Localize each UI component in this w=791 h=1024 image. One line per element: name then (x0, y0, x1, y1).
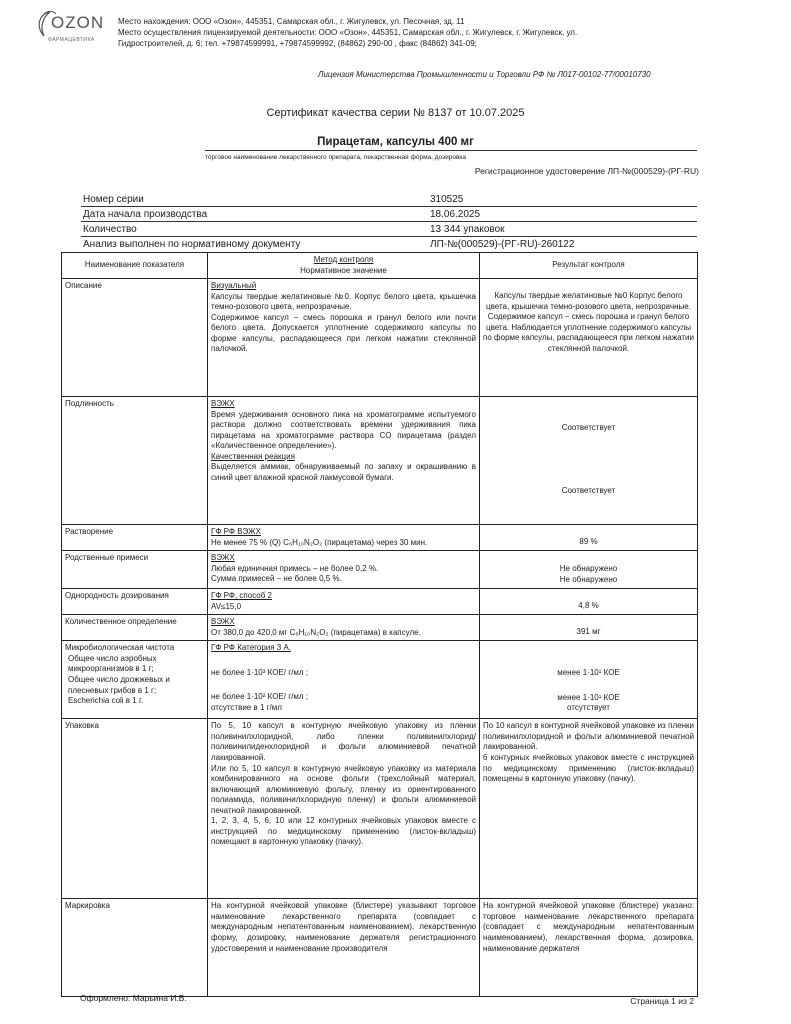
method-label: ГФ РФ Категория 3 А. (211, 643, 292, 653)
certificate-title: Сертификат качества серии № 8137 от 10.07.2025 (266, 107, 525, 119)
header-method (208, 253, 480, 279)
norm-text: От 380,0 до 420,0 мг C₆H₁₀N₂O₂ (пирацетама) в капсуле. (211, 627, 421, 637)
table-row-uniformity (62, 589, 698, 615)
row-result: 4,8 % (480, 589, 698, 615)
norm-text: отсутствие в 1 г/мл (211, 703, 282, 713)
row-result (480, 551, 698, 589)
micro-sub-label: Общее число аэробных микроорганизмов в 1 г; (68, 653, 157, 674)
result-text: 6 контурных ячейковых упаковок вместе с инструкцией по медицинскому применению (листок-вкладыш) помещены в картонную упаковку (пачку). (483, 753, 694, 784)
row-result: Капсулы твердые желатиновые №0 Корпус белого цвета, крышечка темно-розового цвета, непрозрачные. Содержимое капсул – смесь порошка и гранул белого цвета. Наблюдается уплотнение содержимого капсулы по форме капсулы, распадающееся при легком нажатии стеклянной палочкой. (480, 279, 698, 397)
table-row-identity (62, 397, 698, 525)
page-number: Страница 1 из 2 (630, 996, 694, 1006)
row-norm (208, 279, 480, 397)
row-norm (208, 551, 480, 589)
row-name: Маркировка (62, 899, 208, 997)
row-result (480, 641, 698, 719)
micro-sub-label: Escherichia coli в 1 г. (68, 696, 144, 706)
method-label: ГФ РФ ВЭЖХ (211, 527, 261, 537)
table-row-microbiology (62, 641, 698, 719)
row-name-text: Микробиологическая чистота (65, 643, 175, 653)
detail-label: Анализ выполнен по нормативному документу (83, 239, 301, 250)
norm-text: Содержимое капсул – смесь порошка и гранул белого или почти белого цвета. Допускается уплотнение содержимого капсулы по форме капсулы, распадающееся при легком нажатии стеклянной палочкой. (211, 312, 476, 354)
row-result: 89 % (480, 525, 698, 551)
norm-text: AV≤15,0 (211, 601, 242, 611)
address-line-3: Гидростроителей, д. 6; тел. +79874599991, +79874599992, (84862) 290-00 , факс (84862) 341-09; (118, 39, 477, 48)
header-norm-label: Нормативное значение (300, 265, 387, 275)
license-line: Лицензия Министерства Промышленности и Торговли РФ № Л017-00102-77/00010730 (318, 70, 651, 79)
norm-text: По 5, 10 капсул в контурную ячейковую упаковку из пленки поливинилхлоридной, либо пленки поливинилхлорид/поливинилиденхлоридной и фольги алюминиевой печатной лакированной. (211, 721, 476, 763)
row-norm (208, 397, 480, 525)
header-result: Результат контроля (480, 253, 698, 279)
row-name: Описание (62, 279, 208, 397)
row-name: Подлинность (62, 397, 208, 525)
product-name: Пирацетам, капсулы 400 мг (317, 136, 474, 148)
method-label: ВЭЖХ (211, 617, 235, 627)
row-result: На контурной ячейковой упаковке (блистере) указано: торговое наименование лекарственного препарата (совпадает с международным непатентованным наименованием), лекарственная форма, дозировка, наименование держателя (480, 899, 698, 997)
row-norm: На контурной ячейковой упаковке (блистере) указывают торговое наименование лекарственного препарата (совпадает с международным непатентованным наименованием), лекарственную форму, дозировку, наименование держателя регистрационного удостоверения и наименование производителя (208, 899, 480, 997)
logo-subtitle: ФАРМАЦЕВТИКА (48, 37, 95, 43)
table-row-packaging (62, 719, 698, 899)
row-result (480, 719, 698, 899)
result-text: Соответствует (561, 423, 616, 433)
address-line-2: Место осуществления лицензируемой деятельности: ООО «Озон», 445351, Самарская обл., г. Жигулевск, г. Жигулевск, ул. (118, 28, 578, 37)
detail-value: 13 344 упаковок (430, 224, 505, 235)
norm-text: Время удерживания основного пика на хроматограмме испытуемого раствора должно соответствовать времени удерживания пика пирацетама на хроматограмме раствора СО пирацетама (раздел «Количественное определение»). (211, 409, 476, 451)
product-underline (205, 150, 697, 151)
table-row-impurities (62, 551, 698, 589)
detail-divider (81, 221, 697, 222)
row-norm (208, 719, 480, 899)
result-text: Не обнаружено (559, 574, 618, 584)
detail-value: ЛП-№(000529)-(РГ-RU)-260122 (430, 239, 575, 250)
company-logo (34, 8, 116, 48)
row-norm (208, 589, 480, 615)
result-text: Соответствует (561, 485, 616, 495)
norm-text: Сумма примесей – не более 0,5 %. (211, 574, 342, 584)
row-norm (208, 525, 480, 551)
detail-value: 18.06.2025 (430, 209, 481, 220)
table-row-dissolution (62, 525, 698, 551)
table-row-assay (62, 615, 698, 641)
result-text: отсутствует (567, 703, 610, 713)
detail-label: Дата начала производства (83, 209, 208, 220)
norm-text: Не менее 75 % (Q) C₆H₁₀N₂O₂ (пирацетама) через 30 мин. (211, 537, 428, 547)
company-address (118, 16, 718, 49)
norm-text: не более 1·10² КОЕ/ г/мл ; (211, 692, 308, 702)
detail-value: 310525 (430, 194, 464, 205)
result-text: менее 1·10¹ КОЕ (557, 692, 620, 702)
norm-text: не более 1·10³ КОЕ/ г/мл ; (211, 667, 308, 677)
product-note: торговое наименование лекарственного препарата, лекарственная форма, дозировка (205, 154, 467, 161)
row-name (62, 641, 208, 719)
row-name: Однородность дозирования (62, 589, 208, 615)
table-row-marking (62, 899, 698, 997)
detail-label: Количество (83, 224, 137, 235)
registration-number: Регистрационное удостоверение ЛП-№(000529)-(РГ-RU) (474, 166, 699, 176)
header-indicator: Наименование показателя (62, 253, 208, 279)
method-label: ВЭЖХ (211, 399, 235, 409)
row-name: Родственные примеси (62, 551, 208, 589)
row-name: Растворение (62, 525, 208, 551)
row-result: 391 мг (480, 615, 698, 641)
row-norm (208, 615, 480, 641)
table-row-description (62, 279, 698, 397)
method-label: Качественная реакция (211, 451, 295, 461)
logo-text: OZON (51, 13, 105, 32)
detail-divider (81, 236, 697, 237)
norm-text: 1, 2, 3, 4, 5, 6, 10 или 12 контурных ячейковых упаковок вместе с инструкцией по медицинскому применению (листок-вкладыш) помещают в картонную упаковку (пачку). (211, 816, 476, 847)
header-method-label: Метод контроля (313, 255, 374, 264)
norm-text: Капсулы твердые желатиновые №0. Корпус белого цвета, крышечка темно-розового цвета, непрозрачные. (211, 291, 476, 312)
method-label: Визуальный (211, 281, 257, 291)
result-text: По 10 капсул в контурной ячейковой упаковке из пленки поливинилхлоридной и фольги алюминиевой печатной лакированной. (483, 721, 694, 752)
row-name: Упаковка (62, 719, 208, 899)
detail-divider (81, 206, 697, 207)
method-label: ГФ РФ, способ 2 (211, 591, 272, 601)
row-norm (208, 641, 480, 719)
detail-label: Номер серии (83, 194, 144, 205)
method-label: ВЭЖХ (211, 553, 235, 563)
row-name: Количественное определение (62, 615, 208, 641)
norm-text: Любая единичная примесь – не более 0,2 %. (211, 563, 379, 573)
table-header-row (62, 253, 698, 279)
row-result (480, 397, 698, 525)
micro-sub-label: Общее число дрожжевых и плесневых грибов в 1 г; (68, 675, 170, 695)
prepared-by: Оформлено: Марьина И.В. (80, 993, 187, 1003)
quality-table (61, 252, 698, 997)
result-text: Не обнаружено (559, 564, 618, 574)
address-line-1: Место нахождения: ООО «Озон», 445351, Самарская обл., г. Жигулевск, ул. Песочная, зд. 11 (118, 17, 465, 26)
norm-text: Выделяется аммиак, обнаруживаемый по запаху и окрашиванию в синий цвет влажной красной лакмусовой бумаги. (211, 462, 476, 482)
norm-text: Или по 5, 10 капсул в контурную ячейковую упаковку из материала комбинированного на основе фольги (трехслойный материал, включающий алюминиевую фольгу, пленку из ориентированного полиамида, поливинилхлоридную пленку) и фольги алюминиевой печатной лакированной. (211, 763, 476, 815)
result-text: менее 1·10¹ КОЕ (557, 668, 620, 678)
